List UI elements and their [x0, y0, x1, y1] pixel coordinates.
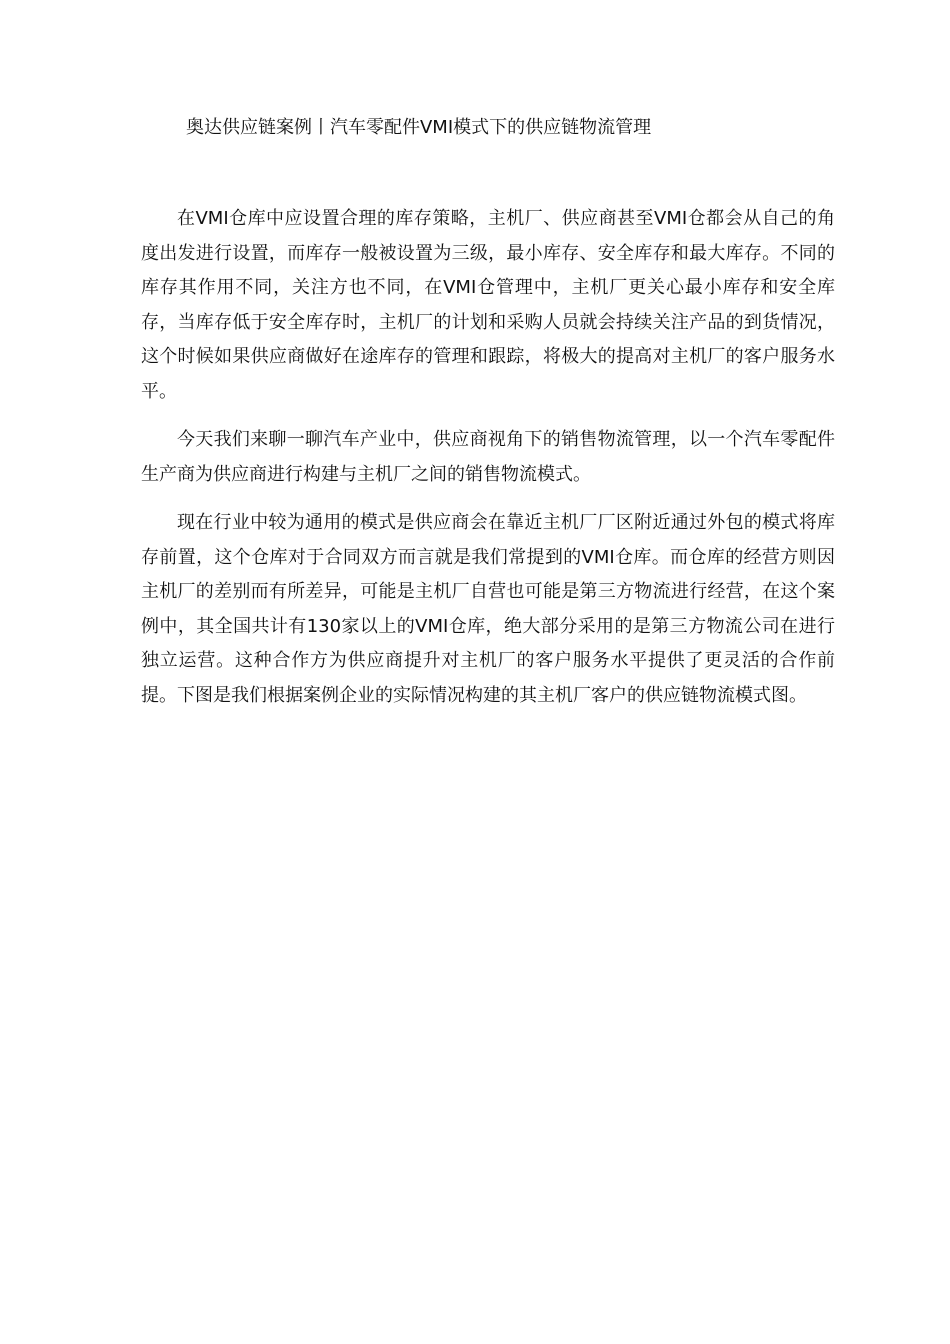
document-body — [141, 202, 835, 727]
paragraph-sales-logistics-intro: 今天我们来聊一聊汽车产业中，供应商视角下的销售物流管理，以一个汽车零配件生产商为供应商进行构建与主机厂之间的销售物流模式。 — [141, 429, 835, 485]
paragraph-vmi-warehouse-model: 现在行业中较为通用的模式是供应商会在靠近主机厂厂区附近通过外包的模式将库存前置，这个仓库对于合同双方而言就是我们常提到的VMI仓库。而仓库的经营方则因主机厂的差别而有所差异，可能是主机厂自营也可能是第三方物流进行经营，在这个案例中，其全国共计有130家以上的VMI仓库，绝大部分采用的是第三方物流公司在进行独立运营。这种合作方为供应商提升对主机厂的客户服务水平提供了更灵活的合作前提。下图是我们根据案例企业的实际情况构建的其主机厂客户的供应链物流模式图。 — [141, 512, 835, 706]
paragraph-vmi-inventory-strategy: 在VMI仓库中应设置合理的库存策略，主机厂、供应商甚至VMI仓都会从自己的角度出发进行设置，而库存一般被设置为三级，最小库存、安全库存和最大库存。不同的库存其作用不同，关注方也不同，在VMI仓管理中，主机厂更关心最小库存和安全库存，当库存低于安全库存时，主机厂的计划和采购人员就会持续关注产品的到货情况，这个时候如果供应商做好在途库存的管理和跟踪，将极大的提高对主机厂的客户服务水平。 — [141, 208, 835, 402]
document-title: 奥达供应链案例丨汽车零配件VMI模式下的供应链物流管理 — [186, 117, 652, 138]
